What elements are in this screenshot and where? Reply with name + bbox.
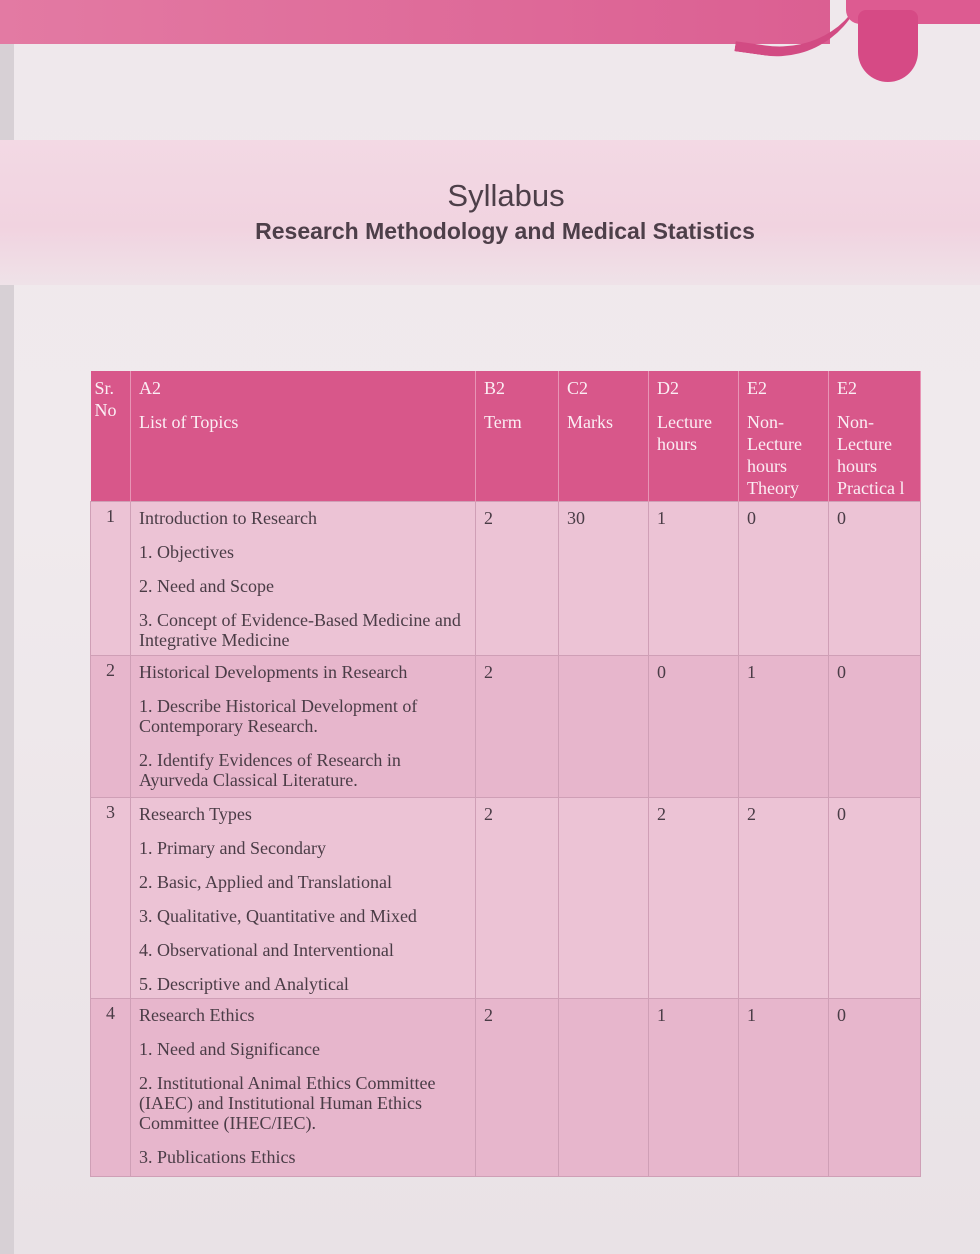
cell-marks — [559, 656, 649, 798]
column-label: Non-Lecture hours Practica l — [837, 412, 905, 498]
topic-item: 1. Need and Significance — [139, 1039, 320, 1059]
topic-item: 2. Institutional Animal Ethics Committee (IAEC) and Institutional Human Ethics Committee (IHEC/IEC). — [139, 1073, 436, 1133]
cell-sr: 1 — [91, 502, 131, 656]
cell-non-lecture-practical: 0 — [829, 798, 921, 999]
cell-topics — [131, 999, 476, 1177]
column-header-non-lecture-theory — [739, 371, 829, 502]
cell-term: 2 — [476, 656, 559, 798]
decorative-corner-shape — [858, 10, 918, 82]
column-code: B2 — [484, 378, 506, 398]
table-row — [91, 798, 921, 999]
column-label: No — [94, 400, 117, 420]
cell-lecture-hours: 0 — [649, 656, 739, 798]
page-title: Syllabus — [447, 178, 565, 213]
topic-item: 2. Need and Scope — [139, 576, 274, 596]
cell-lecture-hours: 1 — [649, 502, 739, 656]
topic-item: 2. Identify Evidences of Research in Ayurveda Classical Literature. — [139, 750, 401, 790]
cell-lecture-hours: 1 — [649, 999, 739, 1177]
cell-non-lecture-theory: 1 — [739, 999, 829, 1177]
column-code: A2 — [139, 378, 161, 398]
cell-topics — [131, 798, 476, 999]
topic-item: 4. Observational and Interventional — [139, 940, 394, 960]
cell-lecture-hours: 2 — [649, 798, 739, 999]
topic-heading: Research Types — [139, 804, 252, 824]
cell-term: 2 — [476, 798, 559, 999]
cell-term: 2 — [476, 502, 559, 656]
table-row — [91, 656, 921, 798]
cell-sr: 3 — [91, 798, 131, 999]
column-code: C2 — [567, 378, 589, 398]
topic-item: 1. Primary and Secondary — [139, 838, 326, 858]
topic-item: 3. Concept of Evidence-Based Medicine and Integrative Medicine — [139, 610, 461, 650]
cell-term: 2 — [476, 999, 559, 1177]
column-code: E2 — [837, 378, 857, 398]
topic-item: 3. Publications Ethics — [139, 1147, 296, 1167]
column-header-lecture-hours — [649, 371, 739, 502]
topic-heading: Historical Developments in Research — [139, 662, 408, 682]
column-label: Lecture hours — [657, 412, 712, 454]
column-label: Term — [484, 412, 522, 432]
column-label: List of Topics — [139, 412, 239, 432]
cell-marks: 30 — [559, 502, 649, 656]
column-header-topics — [131, 371, 476, 502]
cell-non-lecture-theory: 1 — [739, 656, 829, 798]
cell-marks — [559, 999, 649, 1177]
table-row — [91, 502, 921, 656]
column-code: E2 — [747, 378, 767, 398]
syllabus-table — [90, 371, 921, 1177]
topic-heading: Introduction to Research — [139, 508, 317, 528]
topic-item: 2. Basic, Applied and Translational — [139, 872, 392, 892]
cell-sr: 4 — [91, 999, 131, 1177]
topic-heading: Research Ethics — [139, 1005, 255, 1025]
cell-non-lecture-practical: 0 — [829, 656, 921, 798]
topic-item: 1. Objectives — [139, 542, 234, 562]
column-code: D2 — [657, 378, 679, 398]
cell-non-lecture-practical: 0 — [829, 502, 921, 656]
column-label: Non-Lecture hours Theory — [747, 412, 802, 498]
cell-non-lecture-theory: 0 — [739, 502, 829, 656]
page-subtitle: Research Methodology and Medical Statistics — [255, 218, 755, 244]
cell-sr: 2 — [91, 656, 131, 798]
table-header-row — [91, 371, 921, 502]
column-header-term — [476, 371, 559, 502]
column-header-non-lecture-practical — [829, 371, 921, 502]
top-decorative-band — [0, 0, 830, 44]
column-code: Sr. — [94, 378, 115, 398]
cell-non-lecture-theory: 2 — [739, 798, 829, 999]
topic-item: 5. Descriptive and Analytical — [139, 974, 349, 994]
cell-topics — [131, 502, 476, 656]
topic-item: 3. Qualitative, Quantitative and Mixed — [139, 906, 417, 926]
table-row — [91, 999, 921, 1177]
cell-topics — [131, 656, 476, 798]
cell-non-lecture-practical: 0 — [829, 999, 921, 1177]
cell-marks — [559, 798, 649, 999]
column-header-sr — [91, 371, 131, 502]
column-label: Marks — [567, 412, 613, 432]
topic-item: 1. Describe Historical Development of Contemporary Research. — [139, 696, 418, 736]
column-header-marks — [559, 371, 649, 502]
